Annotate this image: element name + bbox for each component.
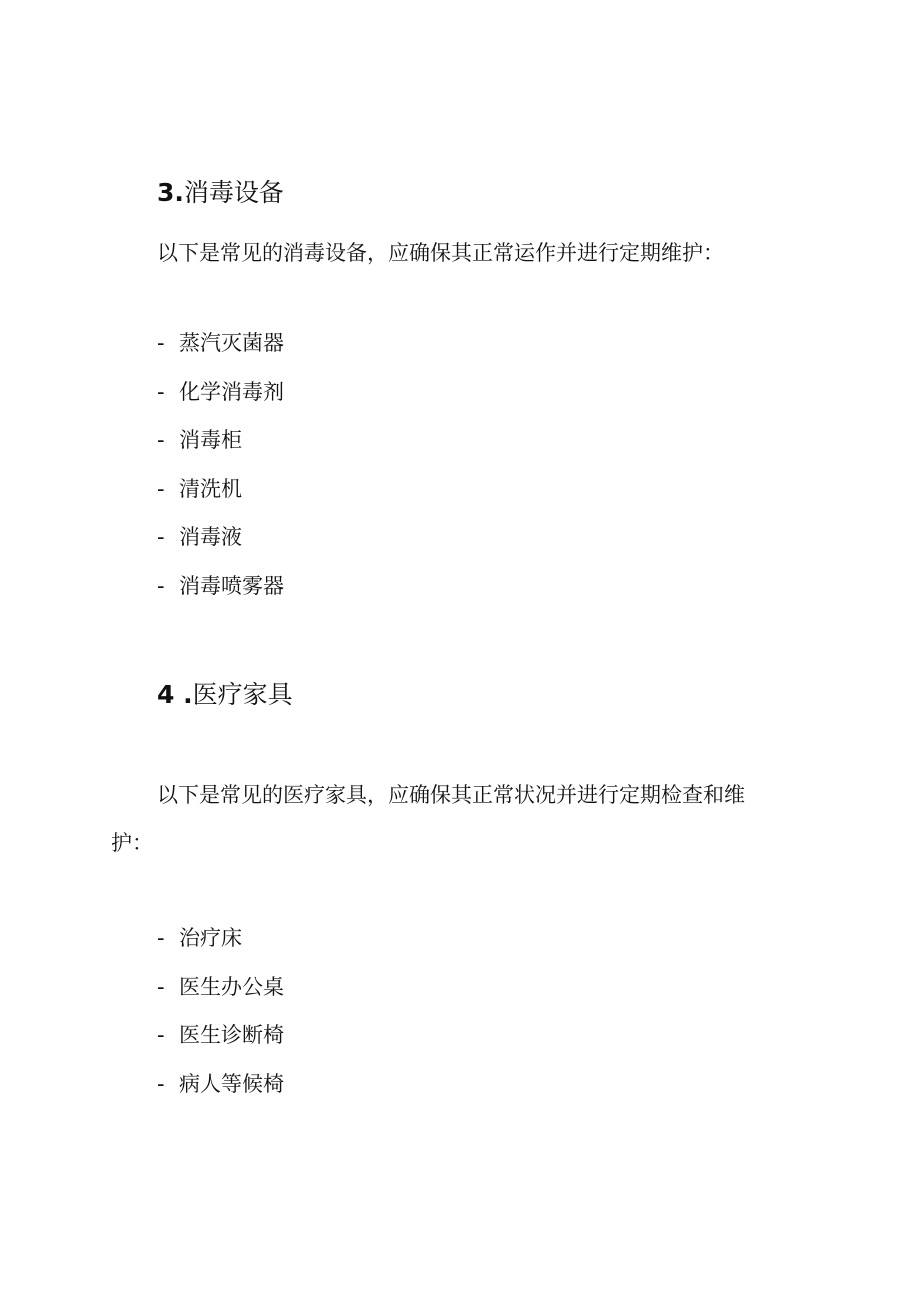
list-dash: - — [157, 379, 165, 404]
list-dash: - — [157, 476, 165, 501]
section-4-heading — [157, 679, 293, 711]
section-4-intro-line-1: 以下是常见的医疗家具，应确保其正常状况并进行定期检查和维 — [157, 783, 745, 807]
list-dash: - — [157, 974, 165, 999]
list-dash: - — [157, 1071, 165, 1096]
list-item — [157, 569, 284, 618]
list-item-text: 病人等候椅 — [179, 1071, 284, 1096]
section-3-separator: . — [174, 178, 184, 207]
list-item — [157, 970, 284, 1019]
list-dash: - — [157, 428, 165, 453]
list-item-text: 消毒液 — [179, 525, 242, 550]
section-3-number: 3 — [157, 178, 175, 207]
list-item-text: 蒸汽灭菌器 — [179, 331, 284, 355]
list-item-text: 化学消毒剂 — [179, 379, 284, 404]
list-dash: - — [157, 573, 165, 598]
list-item-text: 清洗机 — [179, 476, 242, 501]
list-item-text: 治疗床 — [179, 926, 242, 950]
section-4-title: 医疗家具 — [192, 680, 293, 709]
list-item — [157, 1018, 284, 1067]
list-item — [157, 472, 284, 521]
list-item-text: 医生办公桌 — [179, 974, 284, 999]
section-3-list — [157, 326, 284, 618]
list-dash: - — [157, 525, 165, 550]
list-item-text: 消毒柜 — [179, 428, 242, 453]
list-item-text: 消毒喷雾器 — [179, 573, 284, 598]
list-item — [157, 375, 284, 424]
section-4-list — [157, 921, 284, 1115]
section-3-intro: 以下是常见的消毒设备，应确保其正常运作并进行定期维护： — [157, 241, 724, 265]
section-4-number: 4 — [157, 680, 175, 709]
list-item — [157, 520, 284, 569]
section-3-heading — [157, 177, 284, 209]
section-4-separator: . — [174, 680, 193, 709]
list-dash: - — [157, 1023, 165, 1048]
list-item — [157, 423, 284, 472]
list-dash: - — [157, 331, 165, 355]
section-4-intro-line-2: 护： — [111, 831, 153, 855]
list-item — [157, 1067, 284, 1116]
list-dash: - — [157, 926, 165, 950]
list-item — [157, 921, 284, 970]
section-3-title: 消毒设备 — [183, 178, 284, 207]
list-item-text: 医生诊断椅 — [179, 1023, 284, 1048]
list-item — [157, 326, 284, 375]
